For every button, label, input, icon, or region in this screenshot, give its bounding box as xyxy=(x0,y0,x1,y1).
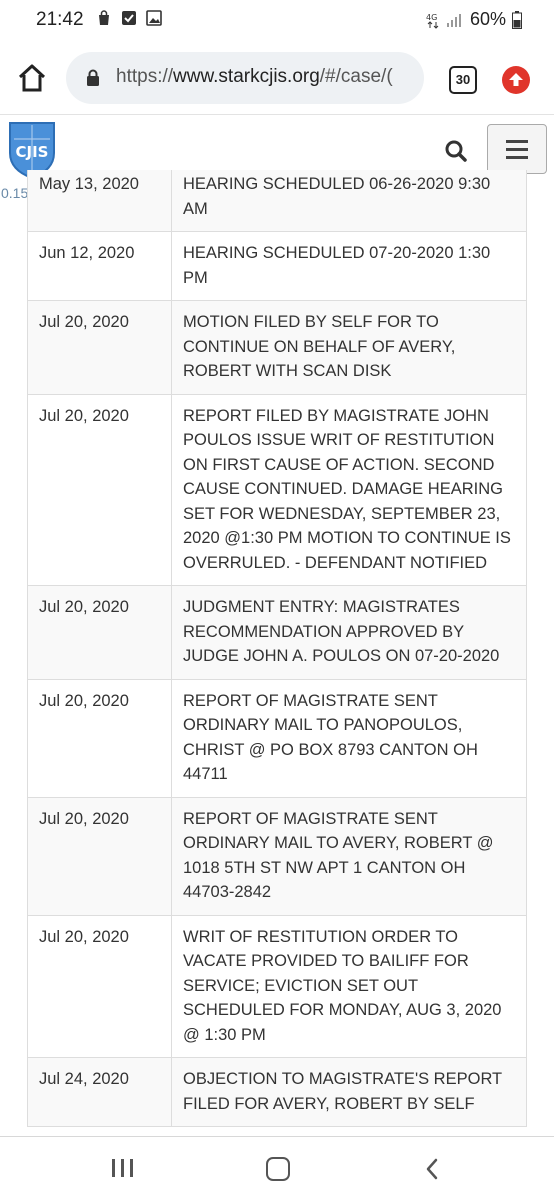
url-text[interactable] xyxy=(116,66,416,88)
arrow-up-icon xyxy=(502,66,530,94)
logo-text: CJIS xyxy=(15,143,49,161)
table-row xyxy=(28,232,527,301)
docket-date: Jul 20, 2020 xyxy=(28,915,172,1058)
system-icons xyxy=(426,9,522,30)
search-icon[interactable] xyxy=(444,139,468,163)
docket-description: JUDGMENT ENTRY: MAGISTRATES RECOMMENDATION APPROVED BY JUDGE JOHN A. POULOS ON 07-20-2020 xyxy=(172,586,527,680)
docket-description: HEARING SCHEDULED 06-26-2020 9:30 AM xyxy=(172,170,527,232)
url-path: /#/case/( xyxy=(319,66,393,87)
status-bar xyxy=(0,0,554,42)
android-nav-bar xyxy=(0,1136,554,1201)
table-row xyxy=(28,797,527,915)
battery-icon xyxy=(512,11,522,29)
docket-date: May 13, 2020 xyxy=(28,170,172,232)
menu-bar xyxy=(506,140,528,143)
docket-table-container[interactable] xyxy=(27,170,527,1132)
image-icon xyxy=(146,10,162,26)
notification-bag-icon xyxy=(96,10,112,26)
home-nav-icon[interactable] xyxy=(266,1157,290,1181)
data-saver-icon xyxy=(426,11,440,29)
table-row xyxy=(28,301,527,395)
table-row xyxy=(28,394,527,586)
docket-date: Jul 24, 2020 xyxy=(28,1058,172,1127)
lock-icon xyxy=(86,69,100,87)
menu-bar xyxy=(506,148,528,151)
browser-toolbar xyxy=(0,42,554,114)
docket-description: REPORT OF MAGISTRATE SENT ORDINARY MAIL TO PANOPOULOS, CHRIST @ PO BOX 8793 CANTON OH 44711 xyxy=(172,679,527,797)
docket-description: OBJECTION TO MAGISTRATE'S REPORT FILED FOR AVERY, ROBERT BY SELF xyxy=(172,1058,527,1127)
docket-date: Jul 20, 2020 xyxy=(28,679,172,797)
home-icon[interactable] xyxy=(16,62,48,94)
table-row xyxy=(28,1058,527,1127)
checkbox-icon xyxy=(121,10,137,26)
docket-date: Jun 12, 2020 xyxy=(28,232,172,301)
docket-description: REPORT FILED BY MAGISTRATE JOHN POULOS ISSUE WRIT OF RESTITUTION ON FIRST CAUSE OF ACTION. SECOND CAUSE CONTINUED. DAMAGE HEARING SET FOR WEDNESDAY, SEPTEMBER 23, 2020 @1:30 PM MOTION TO CONTINUE IS OVERRULED. - DEFENDANT NOTIFIED xyxy=(172,394,527,586)
url-prefix: https:// xyxy=(116,66,174,87)
back-icon[interactable] xyxy=(424,1157,440,1181)
battery-percent: 60% xyxy=(469,9,506,29)
docket-date: Jul 20, 2020 xyxy=(28,586,172,680)
update-button[interactable] xyxy=(502,66,530,94)
hamburger-menu-button[interactable] xyxy=(487,124,547,174)
svg-text:4G: 4G xyxy=(425,12,438,22)
menu-bar xyxy=(506,156,528,159)
version-label: 0.15.4 xyxy=(1,185,40,201)
signal-icon xyxy=(446,12,464,28)
status-time: 21:42 xyxy=(36,9,84,30)
table-row xyxy=(28,170,527,232)
table-row xyxy=(28,915,527,1058)
docket-description: REPORT OF MAGISTRATE SENT ORDINARY MAIL TO AVERY, ROBERT @ 1018 5TH ST NW APT 1 CANTON OH 44703-2842 xyxy=(172,797,527,915)
docket-table xyxy=(27,170,527,1127)
docket-description: HEARING SCHEDULED 07-20-2020 1:30 PM xyxy=(172,232,527,301)
url-bar[interactable] xyxy=(66,52,424,104)
docket-date: Jul 20, 2020 xyxy=(28,394,172,586)
table-row xyxy=(28,586,527,680)
docket-description: MOTION FILED BY SELF FOR TO CONTINUE ON BEHALF OF AVERY, ROBERT WITH SCAN DISK xyxy=(172,301,527,395)
recent-apps-icon[interactable] xyxy=(112,1159,134,1177)
table-row xyxy=(28,679,527,797)
url-host: www.starkcjis.org xyxy=(173,66,320,87)
docket-date: Jul 20, 2020 xyxy=(28,301,172,395)
docket-date: Jul 20, 2020 xyxy=(28,797,172,915)
notification-icons xyxy=(96,10,162,26)
tab-count-button[interactable]: 30 xyxy=(449,66,477,94)
docket-description: WRIT OF RESTITUTION ORDER TO VACATE PROVIDED TO BAILIFF FOR SERVICE; EVICTION SET OUT SCHEDULED FOR MONDAY, AUG 3, 2020 @ 1:30 PM xyxy=(172,915,527,1058)
